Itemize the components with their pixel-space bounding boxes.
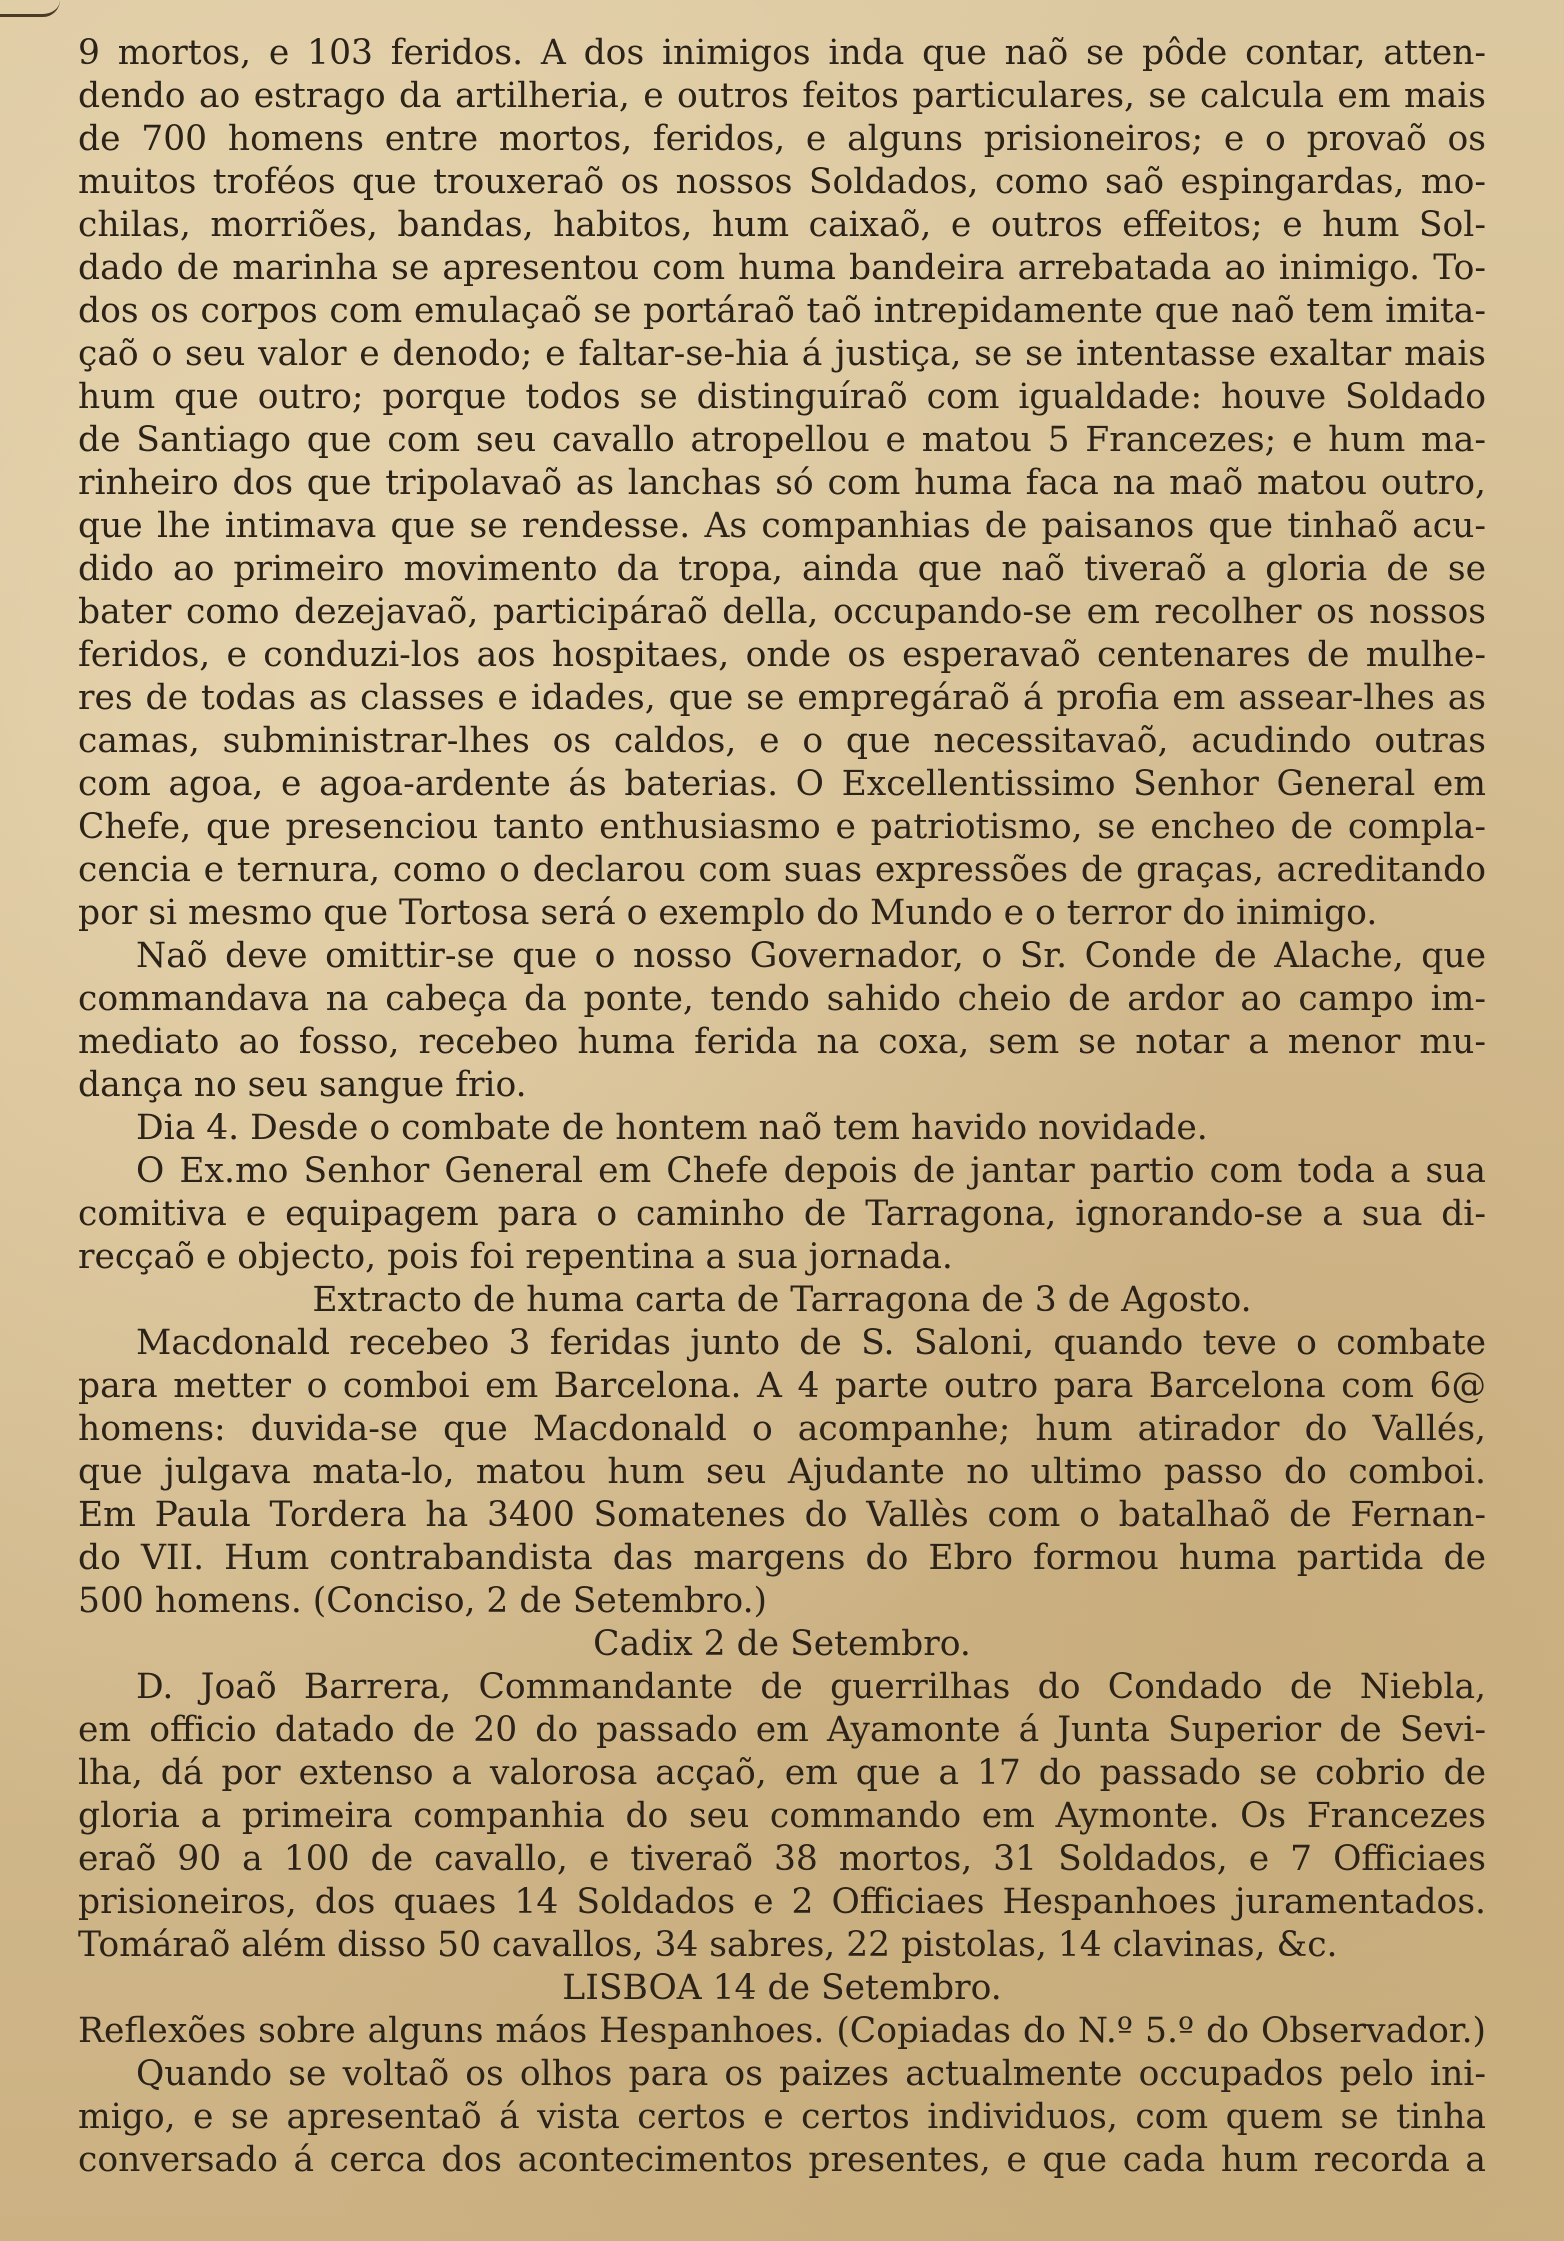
text-line: dido ao primeiro movimento da tropa, ainda que naõ tiveraõ a gloria de se xyxy=(78,549,1486,589)
text-line: dado de marinha se apresentou com huma bandeira arrebatada ao inimigo. To- xyxy=(78,248,1486,288)
text-line: para metter o comboi em Barcelona. A 4 parte outro para Barcelona com 6@ xyxy=(78,1366,1486,1406)
text-line: que julgava mata-lo, matou hum seu Ajudante no ultimo passo do comboi. xyxy=(78,1452,1486,1492)
corner-mark xyxy=(0,0,60,17)
text-line: D. Joaõ Barrera, Commandante de guerrilhas do Condado de Niebla, xyxy=(136,1667,1486,1707)
text-line: muitos troféos que trouxeraõ os nossos Soldados, como saõ espingardas, mo- xyxy=(78,162,1486,202)
text-line: LISBOA 14 de Setembro. xyxy=(562,1968,1002,2008)
text-line: hum que outro; porque todos se distinguíraõ com igualdade: houve Soldado xyxy=(78,377,1486,417)
text-line: de 700 homens entre mortos, feridos, e alguns prisioneiros; e o provaõ os xyxy=(78,119,1486,159)
text-line: Dia 4. Desde o combate de hontem naõ tem havido novidade. xyxy=(136,1108,1208,1148)
text-line: Cadix 2 de Setembro. xyxy=(593,1624,971,1664)
text-line: em officio datado de 20 do passado em Ayamonte á Junta Superior de Sevi- xyxy=(78,1710,1486,1750)
text-line: por si mesmo que Tortosa será o exemplo do Mundo e o terror do inimigo. xyxy=(78,893,1378,933)
text-line: dendo ao estrago da artilheria, e outros feitos particulares, se calcula em mais xyxy=(78,76,1486,116)
text-line: cencia e ternura, como o declarou com suas expressões de graças, acreditando xyxy=(78,850,1486,890)
text-line: Chefe, que presenciou tanto enthusiasmo e patriotismo, se encheo de compla- xyxy=(78,807,1486,847)
text-line: O Ex.mo Senhor General em Chefe depois de jantar partio com toda a sua xyxy=(136,1151,1486,1191)
text-line: mediato ao fosso, recebeo huma ferida na coxa, sem se notar a menor mu- xyxy=(78,1022,1486,1062)
text-line: eraõ 90 a 100 de cavallo, e tiveraõ 38 mortos, 31 Soldados, e 7 Officiaes xyxy=(78,1839,1486,1879)
text-line: Naõ deve omittir-se que o nosso Governador, o Sr. Conde de Alache, que xyxy=(136,936,1486,976)
text-line: homens: duvida-se que Macdonald o acompanhe; hum atirador do Vallés, xyxy=(78,1409,1486,1449)
text-line: prisioneiros, dos quaes 14 Soldados e 2 Officiaes Hespanhoes juramentados. xyxy=(78,1882,1486,1922)
text-line: que lhe intimava que se rendesse. As companhias de paisanos que tinhaõ acu- xyxy=(78,506,1486,546)
text-line: dança no seu sangue frio. xyxy=(78,1065,527,1105)
text-line: gloria a primeira companhia do seu commando em Aymonte. Os Francezes xyxy=(78,1796,1486,1836)
text-line: comitiva e equipagem para o caminho de Tarragona, ignorando-se a sua di- xyxy=(78,1194,1486,1234)
text-line: Em Paula Tordera ha 3400 Somatenes do Vallès com o batalhaõ de Fernan- xyxy=(78,1495,1486,1535)
text-line: com agoa, e agoa-ardente ás baterias. O Excellentissimo Senhor General em xyxy=(78,764,1486,804)
text-line: 500 homens. (Conciso, 2 de Setembro.) xyxy=(78,1581,768,1621)
text-line: migo, e se apresentaõ á vista certos e certos individuos, com quem se tinha xyxy=(78,2097,1486,2137)
text-line: bater como dezejavaõ, participáraõ della, occupando-se em recolher os nossos xyxy=(78,592,1486,632)
text-line: feridos, e conduzi-los aos hospitaes, onde os esperavaõ centenares de mulhe- xyxy=(78,635,1486,675)
article-text xyxy=(78,32,1486,2182)
text-line: dos os corpos com emulaçaõ se portáraõ taõ intrepidamente que naõ tem imita- xyxy=(78,291,1486,331)
text-line: camas, subministrar-lhes os caldos, e o que necessitavaõ, acudindo outras xyxy=(78,721,1486,761)
text-line: conversado á cerca dos acontecimentos presentes, e que cada hum recorda a xyxy=(78,2140,1486,2180)
text-line: chilas, morriões, bandas, habitos, hum caixaõ, e outros effeitos; e hum Sol- xyxy=(78,205,1486,245)
text-line: Extracto de huma carta de Tarragona de 3 de Agosto. xyxy=(312,1280,1252,1320)
text-line: lha, dá por extenso a valorosa acçaõ, em que a 17 do passado se cobrio de xyxy=(78,1753,1486,1793)
text-line: 9 mortos, e 103 feridos. A dos inimigos inda que naõ se pôde contar, atten- xyxy=(78,33,1486,73)
text-line: commandava na cabeça da ponte, tendo sahido cheio de ardor ao campo im- xyxy=(78,979,1486,1019)
text-line: Quando se voltaõ os olhos para os paizes actualmente occupados pelo ini- xyxy=(136,2054,1486,2094)
text-line: de Santiago que com seu cavallo atropellou e matou 5 Francezes; e hum ma- xyxy=(78,420,1486,460)
text-line: rinheiro dos que tripolavaõ as lanchas só com huma faca na maõ matou outro, xyxy=(78,463,1486,503)
text-line: Macdonald recebeo 3 feridas junto de S. Saloni, quando teve o combate xyxy=(136,1323,1486,1363)
text-line: Tomáraõ além disso 50 cavallos, 34 sabres, 22 pistolas, 14 clavinas, &c. xyxy=(78,1925,1338,1965)
text-line: Reflexões sobre alguns máos Hespanhoes. (Copiadas do N.º 5.º do Observador.) xyxy=(78,2011,1486,2051)
text-line: do VII. Hum contrabandista das margens do Ebro formou huma partida de xyxy=(78,1538,1486,1578)
text-line: recçaõ e objecto, pois foi repentina a sua jornada. xyxy=(78,1237,953,1277)
text-line: çaõ o seu valor e denodo; e faltar-se-hia á justiça, se se intentasse exaltar mais xyxy=(78,334,1486,374)
text-line: res de todas as classes e idades, que se empregáraõ á profia em assear-lhes as xyxy=(78,678,1486,718)
